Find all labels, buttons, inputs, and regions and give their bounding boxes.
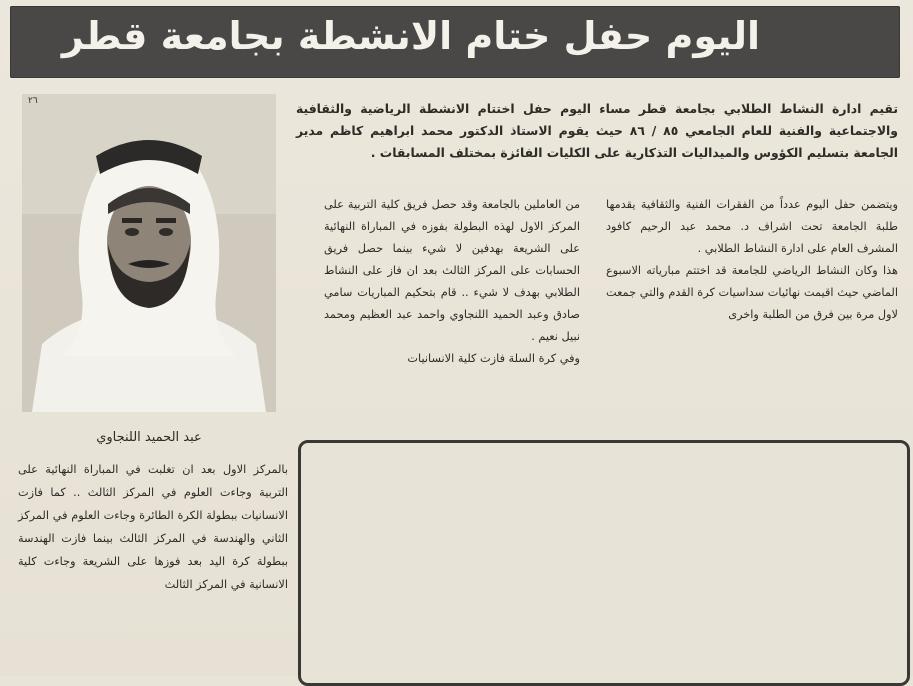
middle-paragraph-1: من العاملين بالجامعة وقد حصل فريق كلية التربية على المركز الاول لهذه البطولة بفوزه في المباراة النهائية على الشريعة بهدفين لا شيء بينما حصل فريق الحسابات على المركز الثالث بعد ان فاز على النشاط الطلابي بهدف لا شيء .. قام بتحكيم المباريات سامي صادق وعبد الحميد اللنجاوي واحمد عبد العظيم ومحمد نبيل نعيم .: [324, 198, 580, 343]
right-paragraph-2: هذا وكان النشاط الرياضي للجامعة قد اختتم مبارياته الاسبوع الماضي حيث اقيمت نهائيات سداسيات كرة القدم والتي جمعت لاول مرة بين فرق من الطلبة واخرى: [606, 264, 898, 321]
article-column-middle: [324, 194, 580, 370]
left-paragraph: بالمركز الاول بعد ان تغلبت في المباراة النهائية على التربية وجاءت العلوم في المركز الثالث .. كما فازت الانسانيات ببطولة الكرة الطائرة وجاءت العلوم في المركز الثاني والهندسة في المركز الثالث بينما فازت الهندسة ببطولة كرة اليد بعد فوزها على الشريعة وجاءت كلية الانسانية في المركز الثالث: [18, 463, 288, 591]
portrait-photo: [22, 94, 276, 412]
portrait-image: [22, 94, 276, 412]
photo-caption: عبد الحميد اللنجاوي: [96, 430, 202, 445]
photo-mark: ٢٦: [28, 96, 38, 106]
right-paragraph-1: ويتضمن حفل اليوم عدداً من الفقرات الفنية والثقافية يقدمها طلبة الجامعة تحت اشراف د. محمد عبد الرحيم كافود المشرف العام على ادارة النشاط الطلابي .: [606, 198, 898, 255]
empty-ad-box: [298, 440, 910, 686]
middle-paragraph-2: وفي كرة السلة فازت كلية الانسانيات: [407, 352, 580, 365]
headline-title: اليوم حفل ختام الانشطة بجامعة قطر: [61, 14, 760, 58]
article-intro: [296, 98, 898, 164]
article-column-right: [606, 194, 898, 326]
article-column-left: [18, 458, 288, 596]
intro-paragraph: تقيم ادارة النشاط الطلابي بجامعة قطر مساء اليوم حفل اختتام الانشطة الرياضية والثقافية والاجتماعية والفنية للعام الجامعي ٨٥ / ٨٦ حيث يقوم الاستاذ الدكتور محمد ابراهيم كاظم مدير الجامعة بتسليم الكؤوس والميداليات التذكارية على الكليات الفائزة بمختلف المسابقات .: [296, 101, 898, 160]
headline-banner: [10, 6, 900, 78]
